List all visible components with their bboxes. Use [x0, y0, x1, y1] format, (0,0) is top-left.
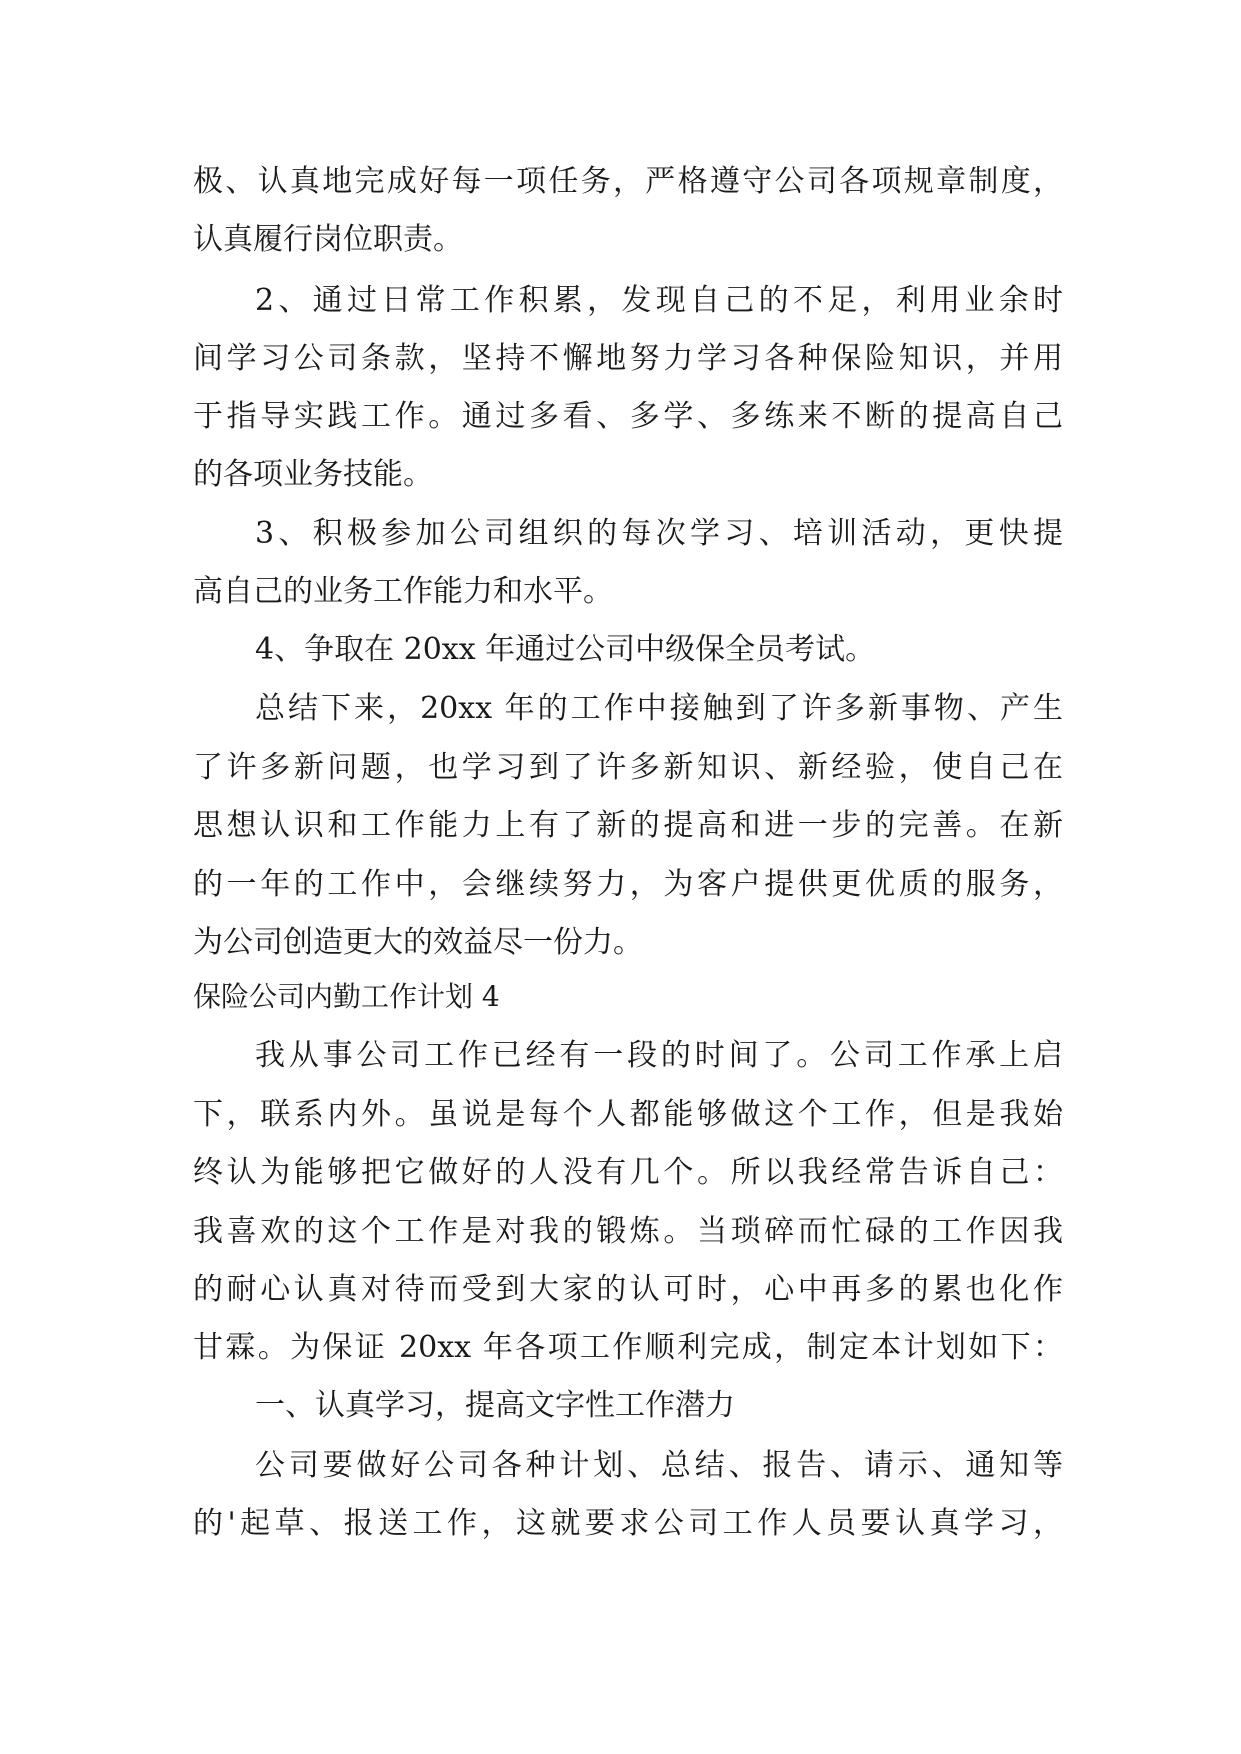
text-line: 极、认真地完成好每一项任务，严格遵守公司各项规章制度，	[193, 164, 1063, 199]
text-line: 总结下来，20xx 年的工作中接触到了许多新事物、产生	[255, 691, 1063, 726]
text-line: 的耐心认真对待而受到大家的认可时，心中再多的累也化作	[193, 1272, 1063, 1307]
text-line: 3、积极参加公司组织的每次学习、培训活动，更快提	[255, 516, 1063, 551]
text-line: 认真履行岗位职责。	[193, 222, 463, 257]
text-line: 的'起草、报送工作，这就要求公司工作人员要认真学习，	[193, 1506, 1063, 1541]
text-line: 思想认识和工作能力上有了新的提高和进一步的完善。在新	[193, 808, 1063, 843]
text-line: 2、通过日常工作积累，发现自己的不足，利用业余时	[255, 283, 1063, 318]
text-line: 一、认真学习，提高文字性工作潜力	[255, 1388, 735, 1423]
text-line: 4、争取在 20xx 年通过公司中级保全员考试。	[255, 632, 876, 667]
text-line: 我喜欢的这个工作是对我的锻炼。当琐碎而忙碌的工作因我	[193, 1214, 1063, 1249]
text-line: 公司要做好公司各种计划、总结、报告、请示、通知等	[255, 1448, 1063, 1483]
text-line: 的各项业务技能。	[193, 457, 433, 492]
text-line: 了许多新问题，也学习到了许多新知识、新经验，使自己在	[193, 750, 1063, 785]
text-line: 为公司创造更大的效益尽一份力。	[193, 925, 643, 960]
text-line: 终认为能够把它做好的人没有几个。所以我经常告诉自己：	[193, 1155, 1063, 1190]
text-line: 我从事公司工作已经有一段的时间了。公司工作承上启	[255, 1038, 1063, 1073]
text-line: 高自己的业务工作能力和水平。	[193, 574, 613, 609]
text-line: 甘霖。为保证 20xx 年各项工作顺利完成，制定本计划如下：	[193, 1330, 1063, 1365]
text-line: 下，联系内外。虽说是每个人都能够做这个工作，但是我始	[193, 1097, 1063, 1132]
text-line: 的一年的工作中，会继续努力，为客户提供更优质的服务，	[193, 867, 1063, 902]
text-line: 于指导实践工作。通过多看、多学、多练来不断的提高自己	[193, 399, 1063, 434]
text-line: 间学习公司条款，坚持不懈地努力学习各种保险知识，并用	[193, 341, 1063, 376]
section-heading: 保险公司内勤工作计划 4	[193, 980, 500, 1013]
